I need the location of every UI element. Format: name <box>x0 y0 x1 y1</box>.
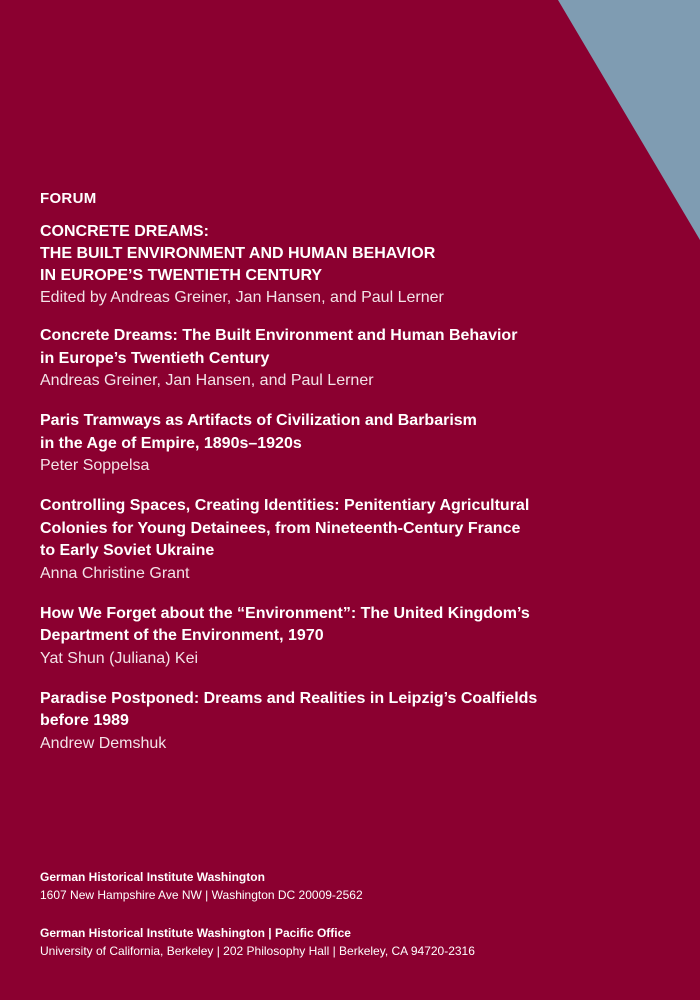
institute-name: German Historical Institute Washington <box>40 870 265 884</box>
article-author: Peter Soppelsa <box>40 457 150 474</box>
forum-heading-block <box>40 221 660 309</box>
footer-washington <box>40 868 680 904</box>
article-title <box>40 495 660 563</box>
article-title-line: Paradise Postponed: Dreams and Realities in Leipzig’s Coalfields <box>40 689 538 707</box>
article-title-line: in the Age of Empire, 1890s–1920s <box>40 434 302 452</box>
forum-editors: Edited by Andreas Greiner, Jan Hansen, and Paul Lerner <box>40 289 444 306</box>
forum-title-line: CONCRETE DREAMS: <box>40 223 209 240</box>
article-author: Yat Shun (Juliana) Kei <box>40 649 199 667</box>
forum-title-line: THE BUILT ENVIRONMENT AND HUMAN BEHAVIOR <box>40 245 436 262</box>
article-entry <box>40 603 660 670</box>
forum-title <box>40 221 660 287</box>
article-title <box>40 325 660 370</box>
article-entry <box>40 410 660 477</box>
institute-address: 1607 New Hampshire Ave NW | Washington DC 20009-2562 <box>40 888 363 902</box>
forum-title-line: IN EUROPE’S TWENTIETH CENTURY <box>40 267 323 284</box>
article-title <box>40 410 660 455</box>
article-title-line: Concrete Dreams: The Built Environment and Human Behavior <box>40 327 518 344</box>
footer-pacific-office <box>40 924 680 960</box>
article-title-line: Paris Tramways as Artifacts of Civilization and Barbarism <box>40 412 477 429</box>
article-author: Andrew Demshuk <box>40 734 167 752</box>
article-title-line: How We Forget about the “Environment”: The United Kingdom’s <box>40 604 530 622</box>
section-label: FORUM <box>40 190 97 207</box>
article-title-line: Department of the Environment, 1970 <box>40 627 324 644</box>
institute-footer <box>40 868 680 980</box>
article-title-line: Colonies for Young Detainees, from Nineteenth-Century France <box>40 519 521 537</box>
article-title-line: in Europe’s Twentieth Century <box>40 349 270 367</box>
article-author: Anna Christine Grant <box>40 564 190 582</box>
article-entry <box>40 325 660 392</box>
article-title-line: to Early Soviet Ukraine <box>40 542 215 559</box>
article-title <box>40 603 660 648</box>
article-title <box>40 688 660 733</box>
institute-name: German Historical Institute Washington | Pacific Office <box>40 926 351 940</box>
article-entry <box>40 495 660 585</box>
article-title-line: Controlling Spaces, Creating Identities: Penitentiary Agricultural <box>40 497 530 514</box>
institute-address: University of California, Berkeley | 202 Philosophy Hall | Berkeley, CA 94720-2316 <box>40 944 475 958</box>
article-author: Andreas Greiner, Jan Hansen, and Paul Lerner <box>40 372 374 389</box>
article-entry <box>40 688 660 755</box>
contents-list <box>40 190 660 773</box>
article-title-line: before 1989 <box>40 712 129 729</box>
